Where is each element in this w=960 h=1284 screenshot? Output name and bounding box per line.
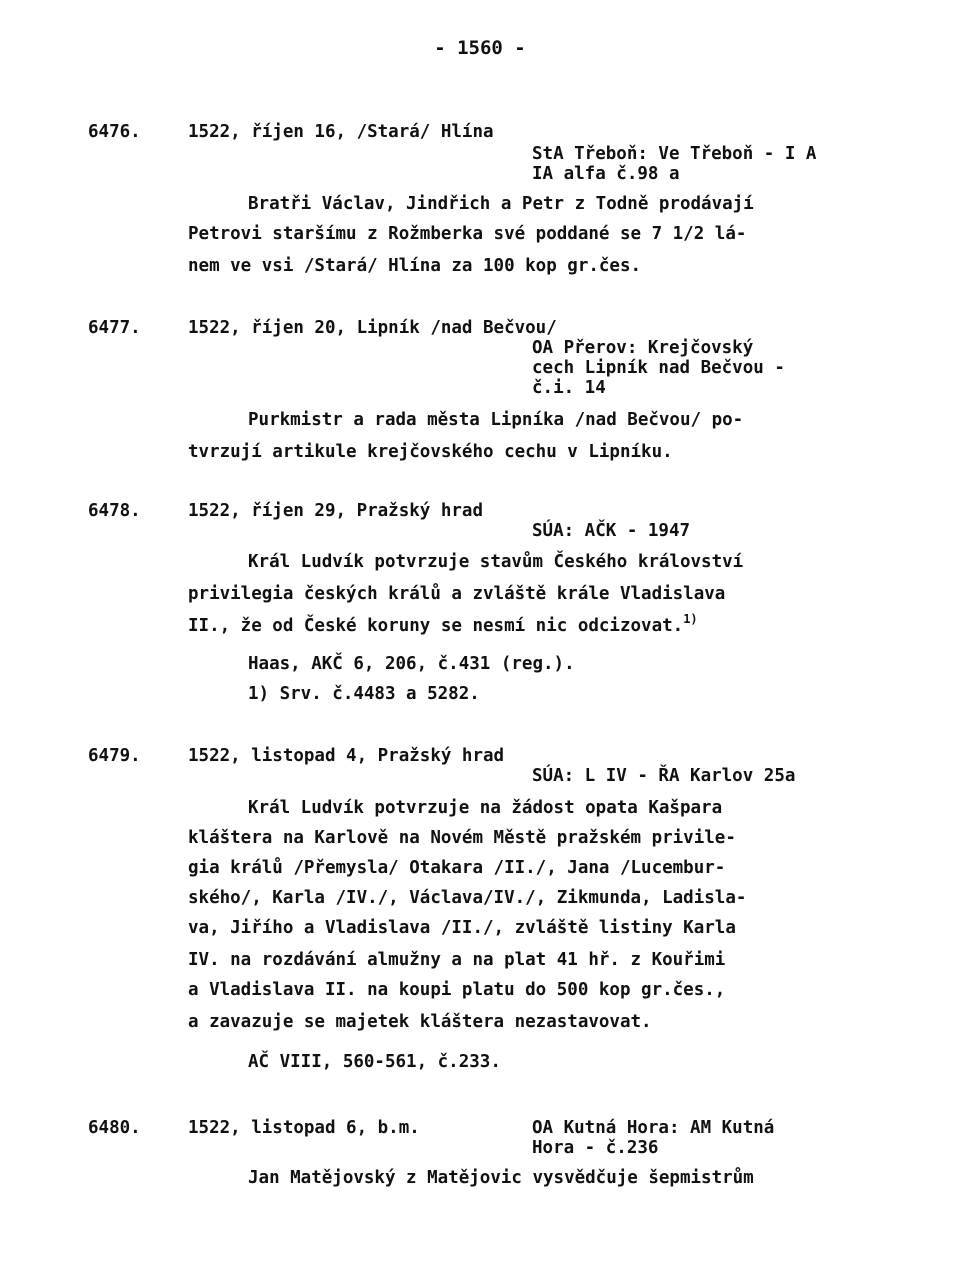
entry-source: SÚA: AČK - 1947 xyxy=(532,521,691,541)
entry-source: SÚA: L IV - ŘA Karlov 25a xyxy=(532,766,796,786)
entry-reference: AČ VIII, 560-561, č.233. xyxy=(248,1052,501,1072)
entry-body-line: Jan Matějovský z Matějovic vysvědčuje šepmistrům xyxy=(248,1168,754,1188)
entry-source: OA Kutná Hora: AM Kutná xyxy=(532,1118,775,1138)
footnote-mark: 1) xyxy=(683,612,698,626)
entry-body-line: va, Jiřího a Vladislava /II./, zvláště listiny Karla xyxy=(188,918,736,938)
entry-header: 1522, říjen 16, /Stará/ Hlína xyxy=(188,122,494,142)
entry-source: StA Třeboň: Ve Třeboň - I A xyxy=(532,144,817,164)
entry-header: 1522, listopad 6, b.m. xyxy=(188,1118,420,1138)
entry-body-line: Král Ludvík potvrzuje stavům Českého království xyxy=(248,552,744,572)
entry-body-line xyxy=(188,612,698,640)
entry-source: č.i. 14 xyxy=(532,378,606,398)
entry-body-line: ského/, Karla /IV./, Václava/IV./, Zikmunda, Ladisla- xyxy=(188,888,747,908)
entry-number: 6479. xyxy=(88,746,141,766)
entry-source: Hora - č.236 xyxy=(532,1138,659,1158)
entry-body-line: a zavazuje se majetek kláštera nezastavovat. xyxy=(188,1012,652,1032)
entry-body-line: Bratři Václav, Jindřich a Petr z Todně prodávají xyxy=(248,194,754,214)
entry-body-line: privilegia českých králů a zvláště krále Vladislava xyxy=(188,584,726,604)
entry-source: OA Přerov: Krejčovský xyxy=(532,338,754,358)
entry-source: IA alfa č.98 a xyxy=(532,164,680,184)
entry-header: 1522, říjen 20, Lipník /nad Bečvou/ xyxy=(188,318,557,338)
entry-source: cech Lipník nad Bečvou - xyxy=(532,358,785,378)
entry-body-line: nem ve vsi /Stará/ Hlína za 100 kop gr.čes. xyxy=(188,256,642,276)
entry-header: 1522, říjen 29, Pražský hrad xyxy=(188,501,484,521)
page-number: - 1560 - xyxy=(434,37,526,59)
entry-number: 6478. xyxy=(88,501,141,521)
entry-body-line: Purkmistr a rada města Lipníka /nad Bečvou/ po- xyxy=(248,410,744,430)
entry-body-text: II., že od České koruny se nesmí nic odcizovat. xyxy=(188,616,684,636)
entry-body-line: gia králů /Přemysla/ Otakara /II./, Jana /Lucembur- xyxy=(188,858,726,878)
entry-body-line: Petrovi staršímu z Rožmberka své poddané se 7 1/2 lá- xyxy=(188,224,747,244)
entry-body-line: tvrzují artikule krejčovského cechu v Lipníku. xyxy=(188,442,673,462)
entry-footnote: 1) Srv. č.4483 a 5282. xyxy=(248,684,480,704)
entry-body-line: a Vladislava II. na koupi platu do 500 kop gr.čes., xyxy=(188,980,726,1000)
entry-number: 6477. xyxy=(88,318,141,338)
entry-number: 6476. xyxy=(88,122,141,142)
entry-body-line: Král Ludvík potvrzuje na žádost opata Kašpara xyxy=(248,798,723,818)
entry-body-line: IV. na rozdávání almužny a na plat 41 hř. z Kouřimi xyxy=(188,950,726,970)
entry-number: 6480. xyxy=(88,1118,141,1138)
entry-body-line: kláštera na Karlově na Novém Městě pražském privile- xyxy=(188,828,736,848)
entry-reference: Haas, AKČ 6, 206, č.431 (reg.). xyxy=(248,654,575,674)
entry-header: 1522, listopad 4, Pražský hrad xyxy=(188,746,505,766)
